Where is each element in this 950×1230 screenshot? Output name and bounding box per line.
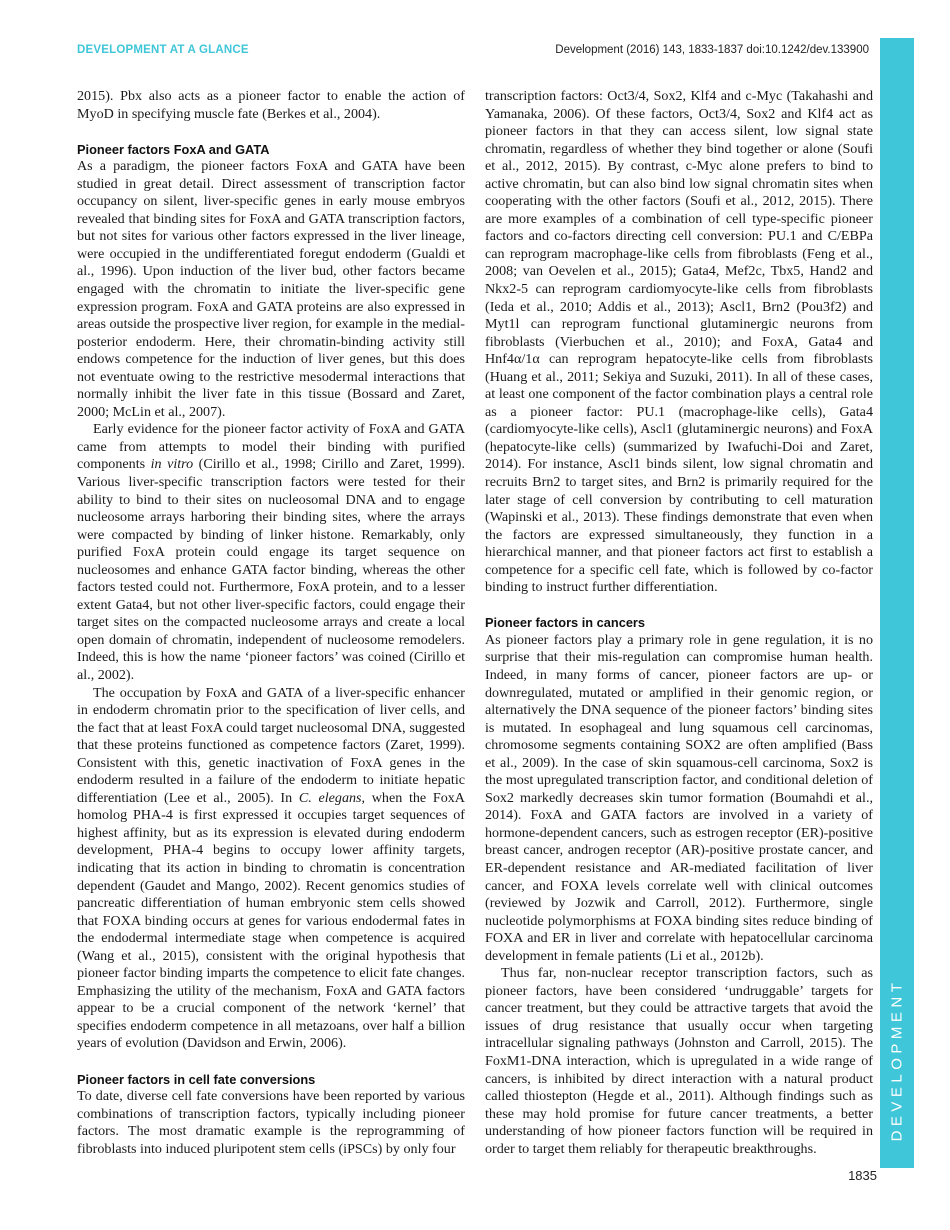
journal-side-label: DEVELOPMENT (888, 978, 906, 1142)
section-heading-foxa-gata: Pioneer factors FoxA and GATA (77, 141, 270, 157)
section-heading-cancers: Pioneer factors in cancers (485, 615, 646, 631)
paragraph: transcription factors: Oct3/4, Sox2, Klf4 and c-Myc (Takahashi and Yamanaka, 2006). Of these factors, Oct3/4, Sox2 and Klf4 act as pioneer factors in that they can access silent, low signal state chromatin, regardless of whether they bind together or alone (Soufi et al., 2012, 2015). By contrast, c-Myc alone prefers to bind to active chromatin, but can also bind low signal chromatin sites when cooperating with the other factors (Soufi et al., 2012, 2015). There are more examples of a combination of cell type-specific pioneer factors and co-factors directing cell conversion: PU.1 and C/EBPa can reprogram macrophage-like cells from fibroblasts (Feng et al., 2008; van Oevelen et al., 2015); Gata4, Mef2c, Tbx5, Hand2 and Nkx2-5 can reprogram cardiomyocyte-like cells from fibroblasts (Ieda et al., 2010; Addis et al., 2013); Ascl1, Brn2 (Pou3f2) and Myt1l can reprogram functional glutaminergic neurons from fibroblasts (Vierbuchen et al., 2010); and FoxA, Gata4 and Hnf4α/1α can reprogram hepatocyte-like cells from fibroblasts (Huang et al., 2011; Sekiya and Suzuki, 2011). In all of these cases, at least one component of the factor combination plays a central role as a pioneer factor: PU.1 (macrophage-like cells), Gata4 (cardiomyocyte-like cells), Ascl1 (glutaminergic neurons) and FoxA (hepatocyte-like cells) (summarized by Iwafuchi-Doi and Zaret, 2014). For instance, Ascl1 binds silent, low signal chromatin and recruits Brn2 to target sites, and Brn2 is primarily required for the later stage of cell conversion by contributing to cell maturation (Wapinski et al., 2013). These findings demonstrate that even when the factors are expressed simultaneously, they function in a hierarchical manner, and that pioneer factors act first to establish a competence for a specific cell fate, which is followed by co-factor binding to instruct further differentiation. (485, 88, 873, 596)
journal-section-label: DEVELOPMENT AT A GLANCE (77, 44, 249, 56)
section-heading-cell-fate-conversions: Pioneer factors in cell fate conversions (77, 1071, 316, 1087)
page-number: 1835 (848, 1168, 877, 1183)
paragraph: 2015). Pbx also acts as a pioneer factor to enable the action of MyoD in specifying muscle fate (Berkes et al., 2004). (77, 88, 465, 122)
paragraph: As pioneer factors play a primary role in gene regulation, it is no surprise that their mis-regulation can compromise human health. Indeed, in many forms of cancer, pioneer factors are up- or downregulated, mutated or amplified in their genomic region, or alternatively the DNA sequence of the pioneer factors’ binding sites is mutated. In esophageal and lung squamous cell carcinomas, chromosome segments containing SOX2 are often amplified (Bass et al., 2009). In the case of skin squamous-cell carcinoma, Sox2 is the most upregulated transcription factor, and conditional deletion of Sox2 markedly decreases skin tumor formation (Boumahdi et al., 2014). FoxA and GATA factors are involved in a variety of hormone-dependent cancers, such as estrogen receptor (ER)-positive breast cancer, androgen receptor (AR)-positive prostate cancer, and ER-dependent resistance and AR-mediated facilitation of liver cancer, and FOXA levels correlate well with clinical outcomes (reviewed by Jozwik and Carroll, 2012). Furthermore, single nucleotide polymorphisms at FOXA binding sites reduce binding of FOXA and ER in liver and correlate with hepatocellular carcinoma development in female patients (Li et al., 2012b). (485, 631, 873, 964)
paragraph: To date, diverse cell fate conversions have been reported by various combinations of transcription factors, typically including pioneer factors. The most dramatic example is the reprogramming of fibroblasts into induced pluripotent stem cells (iPSCs) by only four (77, 1088, 465, 1157)
right-text-column (485, 88, 873, 1158)
paragraph: Thus far, non-nuclear receptor transcription factors, such as pioneer factors, have been considered ‘undruggable’ targets for cancer treatment, but they could be attractive targets that avoid the issues of drug resistance that usually occur when targeting intracellular signaling pathways (Johnston and Carroll, 2015). The FoxM1-DNA interaction, which is upregulated in a wide range of cancers, is inhibited by direct interaction with a natural product called thiostepton (Hegde et al., 2011). Although findings such as these may hold promise for future cancer treatments, a better understanding of how pioneer factors function will be required in order to target them reliably for therapeutic breakthroughs. (485, 965, 873, 1157)
paragraph: The occupation by FoxA and GATA of a liver-specific enhancer in endoderm chromatin prior to the specification of liver cells, and the fact that at least FoxA could target nucleosomal DNA, suggested that these proteins functioned as competence factors (Zaret, 1999). Consistent with this, genetic inactivation of FoxA genes in the endoderm resulted in a failure of the endoderm to initiate hepatic differentiation (Lee et al., 2005). In C. elegans, when the FoxA homolog PHA-4 is first expressed it occupies target sequences of highest affinity, but as its expression is elevated during endoderm development, PHA-4 begins to occupy lower affinity targets, indicating that its action in binding to chromatin is concentration dependent (Gaudet and Mango, 2002). Recent genomics studies of pancreatic differentiation of human embryonic stem cells showed that FOXA binding occurs at genes for various endodermal fates in the endodermal intermediate stage when competence is acquired (Wang et al., 2015), consistent with the original hypothesis that pioneer factor binding imparts the competence to elicit fate changes. Emphasizing the utility of the mechanism, FoxA and GATA factors appear to be a crucial component of the network ‘kernel’ that specifies endoderm competence in all metazoans, over half a billion years of evolution (Davidson and Erwin, 2006). (77, 684, 465, 1052)
paragraph: As a paradigm, the pioneer factors FoxA and GATA have been studied in great detail. Direct assessment of transcription factor occupancy on silent, liver-specific genes in early mouse embryos revealed that binding sites for FoxA and GATA transcription factors, but not sites for various other factors expressed in the liver lineage, were occupied in the undifferentiated foregut endoderm (Gualdi et al., 1996). Upon induction of the liver bud, other factors became engaged with the chromatin to initiate the liver-specific gene expression program. FoxA and GATA proteins are also expressed in areas outside the prospective liver region, for example in the medial-posterior endoderm. Here, their chromatin-binding activity still endows competence for the induction of liver genes, but this does not eventuate owing to the restrictive mesodermal interactions that normally inhibit the liver fate in this tissue (Bossard and Zaret, 2000; McLin et al., 2007). (77, 158, 465, 420)
left-text-column (77, 88, 465, 1158)
citation-line: Development (2016) 143, 1833-1837 doi:10.1242/dev.133900 (555, 44, 869, 56)
paragraph: Early evidence for the pioneer factor activity of FoxA and GATA came from attempts to model their binding with purified components in vitro (Cirillo et al., 1998; Cirillo and Zaret, 1999). Various liver-specific transcription factors were tested for their ability to bind to their sites on nucleosomal DNA and to engage nucleosome arrays harboring their binding sites, where the arrays were compacted by binding of linker histone. Remarkably, only purified FoxA protein could engage its target sequence on nucleosomes and enhance GATA factor binding, whereas the other factors tested could not. Furthermore, FoxA protein, and to a lesser extent Gata4, but not other liver-specific factors, could engage their target sites on the compacted nucleosome arrays and create a local open domain of chromatin, independent of nucleosome remodelers. Indeed, this is how the name ‘pioneer factors’ was coined (Cirillo et al., 2002). (77, 421, 465, 683)
